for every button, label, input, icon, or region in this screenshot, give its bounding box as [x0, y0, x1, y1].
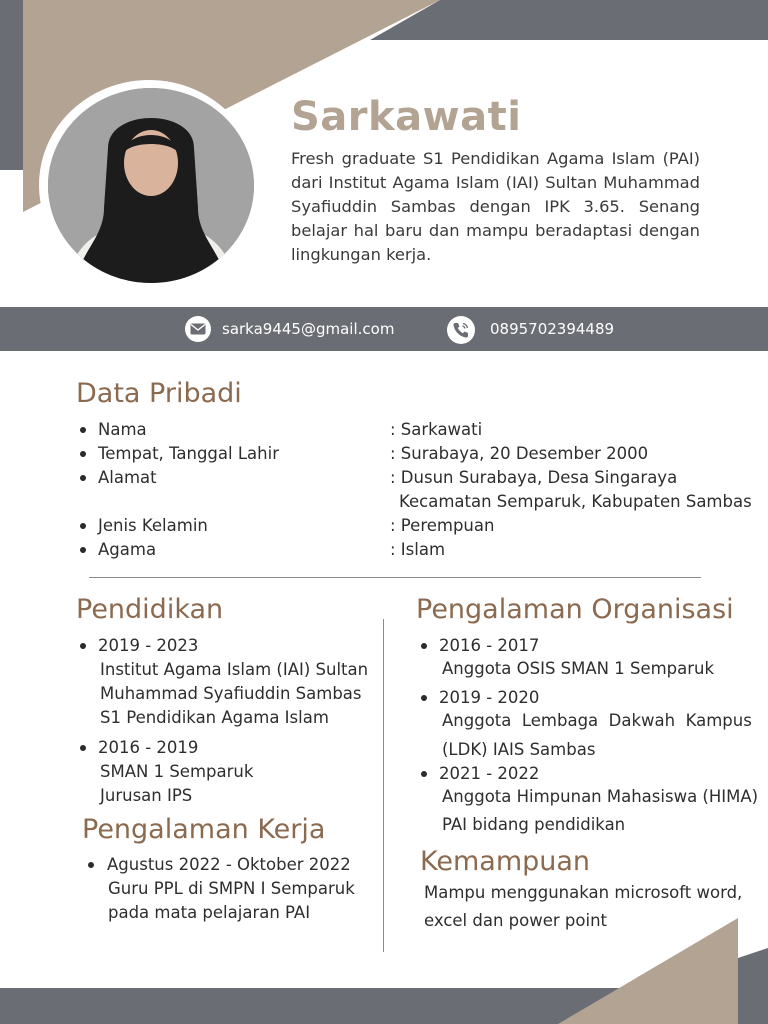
- education-line: Muhammad Syafiuddin Sambas: [100, 684, 362, 703]
- bullet: [80, 475, 86, 481]
- bottom-right-slate-corner: [738, 948, 768, 1024]
- envelope-icon: [185, 316, 211, 342]
- education-line: S1 Pendidikan Agama Islam: [100, 708, 329, 727]
- organization-heading: Pengalaman Organisasi: [416, 594, 734, 625]
- personal-label-birth: Tempat, Tanggal Lahir: [98, 444, 279, 463]
- organization-years: 2021 - 2022: [439, 764, 540, 783]
- left-slate-strip: [0, 0, 23, 170]
- top-right-slate-band: [370, 0, 768, 40]
- education-line: Jurusan IPS: [100, 786, 193, 805]
- bullet: [421, 643, 427, 649]
- personal-value-gender: : Perempuan: [390, 516, 495, 535]
- personal-label-address: Alamat: [98, 468, 157, 487]
- bullet: [80, 745, 86, 751]
- contact-phone[interactable]: 0895702394489: [490, 320, 615, 338]
- organization-line: Anggota Lembaga Dakwah Kampus: [442, 711, 752, 730]
- work-experience-heading: Pengalaman Kerja: [82, 814, 326, 845]
- personal-value-birth: : Surabaya, 20 Desember 2000: [390, 444, 649, 463]
- organization-line: PAI bidang pendidikan: [442, 815, 626, 834]
- personal-value-address-line2: Kecamatan Semparuk, Kabupaten Sambas: [399, 492, 752, 511]
- bullet: [80, 427, 86, 433]
- personal-value-name: : Sarkawati: [390, 420, 483, 439]
- work-period: Agustus 2022 - Oktober 2022: [107, 855, 351, 874]
- profile-photo: [48, 88, 254, 283]
- candidate-name: Sarkawati: [291, 94, 522, 140]
- personal-label-name: Nama: [98, 420, 147, 439]
- work-line: Guru PPL di SMPN I Semparuk: [108, 879, 355, 898]
- column-divider: [383, 619, 384, 952]
- work-line: pada mata pelajaran PAI: [108, 903, 311, 922]
- personal-label-gender: Jenis Kelamin: [98, 516, 208, 535]
- section-divider: [89, 577, 701, 578]
- personal-label-religion: Agama: [98, 540, 157, 559]
- education-line: Institut Agama Islam (IAI) Sultan: [100, 660, 369, 679]
- education-heading: Pendidikan: [76, 594, 224, 625]
- contact-email[interactable]: sarka9445@gmail.com: [222, 320, 395, 338]
- organization-line: Anggota Himpunan Mahasiswa (HIMA): [442, 787, 759, 806]
- bullet: [80, 643, 86, 649]
- bullet: [80, 523, 86, 529]
- skills-line: excel dan power point: [424, 911, 607, 930]
- skills-line: Mampu menggunakan microsoft word,: [424, 883, 743, 902]
- bullet: [80, 451, 86, 457]
- phone-icon: [447, 316, 475, 344]
- person-avatar-icon: [48, 88, 254, 283]
- education-years: 2019 - 2023: [98, 636, 199, 655]
- profile-summary: Fresh graduate S1 Pendidikan Agama Islam (PAI) dari Institut Agama Islam (IAI) Sultan Muhammad Syafiuddin Sambas dengan IPK 3.65. Senang belajar hal baru dan mampu beradaptasi dengan lingkungan kerja.: [291, 149, 700, 264]
- bullet: [88, 862, 94, 868]
- personal-value-address: : Dusun Surabaya, Desa Singaraya: [390, 468, 678, 487]
- education-line: SMAN 1 Semparuk: [100, 762, 254, 781]
- organization-years: 2019 - 2020: [439, 688, 540, 707]
- organization-line: (LDK) IAIS Sambas: [442, 740, 596, 759]
- organization-years: 2016 - 2017: [439, 636, 540, 655]
- personal-data-heading: Data Pribadi: [76, 378, 242, 409]
- organization-line: Anggota OSIS SMAN 1 Semparuk: [442, 659, 715, 678]
- bullet: [421, 771, 427, 777]
- education-years: 2016 - 2019: [98, 738, 199, 757]
- bullet: [80, 547, 86, 553]
- skills-heading: Kemampuan: [420, 846, 591, 877]
- personal-value-religion: : Islam: [390, 540, 446, 559]
- bullet: [421, 695, 427, 701]
